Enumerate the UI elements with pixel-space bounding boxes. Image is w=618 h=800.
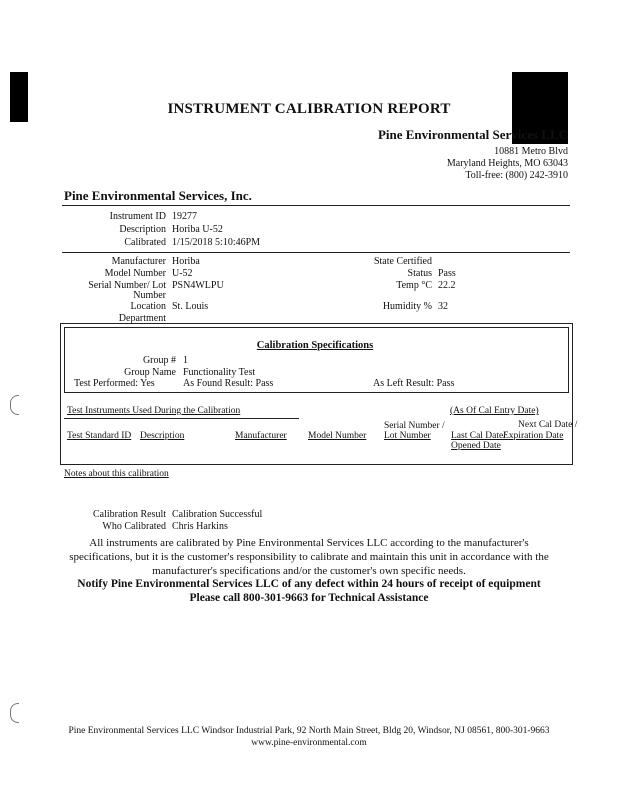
calibration-result-value: Calibration Successful <box>172 509 263 520</box>
col-opened-date: Opened Date <box>451 441 501 451</box>
company-name: Pine Environmental Services, Inc. <box>64 188 252 203</box>
state-certified-label: State Certified <box>373 256 432 267</box>
col-serial-2: Lot Number <box>384 431 431 441</box>
description-label: Description <box>119 224 166 235</box>
location-label: Location <box>130 301 166 312</box>
footer-website: www.pine-environmental.com <box>251 738 367 748</box>
as-left-result: As Left Result: Pass <box>373 378 455 389</box>
report-title: INSTRUMENT CALIBRATION REPORT <box>167 101 451 117</box>
who-calibrated-value: Chris Harkins <box>172 521 228 532</box>
company-header-name: Pine Environmental Services LLC <box>377 127 568 142</box>
col-next-cal-1: Next Cal Date / <box>518 420 578 430</box>
serial-label-cont: Number <box>133 290 166 301</box>
binder-hole-mark <box>10 395 19 415</box>
divider <box>64 418 299 419</box>
divider <box>62 252 570 253</box>
status-label: Status <box>407 268 432 279</box>
disclaimer-line-1: All instruments are calibrated by Pine Environmental Services LLC according to the manufacturer's <box>89 537 529 549</box>
col-manufacturer: Manufacturer <box>235 431 287 441</box>
department-label: Department <box>118 313 166 324</box>
instrument-id-label: Instrument ID <box>109 211 166 222</box>
status-value: Pass <box>438 268 456 279</box>
humidity-label: Humidity % <box>382 301 432 312</box>
calibration-result-label: Calibration Result <box>92 509 166 520</box>
temp-label: Temp °C <box>396 280 432 291</box>
manufacturer-value: Horiba <box>172 256 200 267</box>
col-next-cal-2: Expiration Date <box>503 431 564 441</box>
col-last-cal-date: Last Cal Date/ <box>451 431 506 441</box>
company-address-1: 10881 Metro Blvd <box>494 146 568 157</box>
group-name-label: Group Name <box>124 367 176 378</box>
calibrated-value: 1/15/2018 5:10:46PM <box>172 237 261 248</box>
disclaimer-line-3: manufacturer's specifications and/or the customer's own specific needs. <box>152 565 466 577</box>
as-found-result: As Found Result: Pass <box>183 378 274 389</box>
humidity-value: 32 <box>438 301 448 312</box>
company-phone: Toll-free: (800) 242-3910 <box>465 170 568 181</box>
notify-line: Notify Pine Environmental Services LLC of any defect within 24 hours of receipt of equipment <box>77 578 541 590</box>
model-value: U-52 <box>172 268 193 279</box>
group-number-label: Group # <box>142 355 176 366</box>
col-serial-1: Serial Number / <box>384 421 445 431</box>
notes-label: Notes about this calibration <box>64 469 169 479</box>
divider <box>62 205 570 206</box>
company-address-2: Maryland Heights, MO 63043 <box>446 158 568 169</box>
group-name-value: Functionality Test <box>183 367 256 378</box>
temp-value: 22.2 <box>438 280 456 291</box>
col-test-standard-id: Test Standard ID <box>67 431 132 441</box>
col-description: Description <box>140 431 185 441</box>
col-model-number: Model Number <box>308 431 367 441</box>
test-performed: Test Performed: Yes <box>74 378 155 389</box>
model-label: Model Number <box>104 268 166 279</box>
footer-address: Pine Environmental Services LLC Windsor Industrial Park, 92 North Main Street, Bldg 20, Windsor, NJ 08561, 800-301-9663 <box>68 726 550 736</box>
instruments-heading: Test Instruments Used During the Calibration <box>67 406 241 416</box>
assistance-line: Please call 800-301-9663 for Technical Assistance <box>189 592 429 604</box>
group-number-value: 1 <box>183 355 188 366</box>
serial-value: PSN4WLPU <box>172 280 224 291</box>
who-calibrated-label: Who Calibrated <box>102 521 166 532</box>
manufacturer-label: Manufacturer <box>111 256 166 267</box>
location-value: St. Louis <box>172 301 209 312</box>
serial-label: Serial Number/ Lot <box>88 280 166 291</box>
disclaimer-line-2: specifications, but it is the customer's responsibility to calibrate and maintain this unit in accordance with the <box>69 551 549 563</box>
instrument-id-value: 19277 <box>172 211 197 222</box>
as-of-cal-entry: (As Of Cal Entry Date) <box>450 406 539 416</box>
calibrated-label: Calibrated <box>124 237 166 248</box>
binder-hole-mark <box>10 703 19 723</box>
description-value: Horiba U-52 <box>172 224 223 235</box>
specs-heading: Calibration Specifications <box>256 340 374 351</box>
